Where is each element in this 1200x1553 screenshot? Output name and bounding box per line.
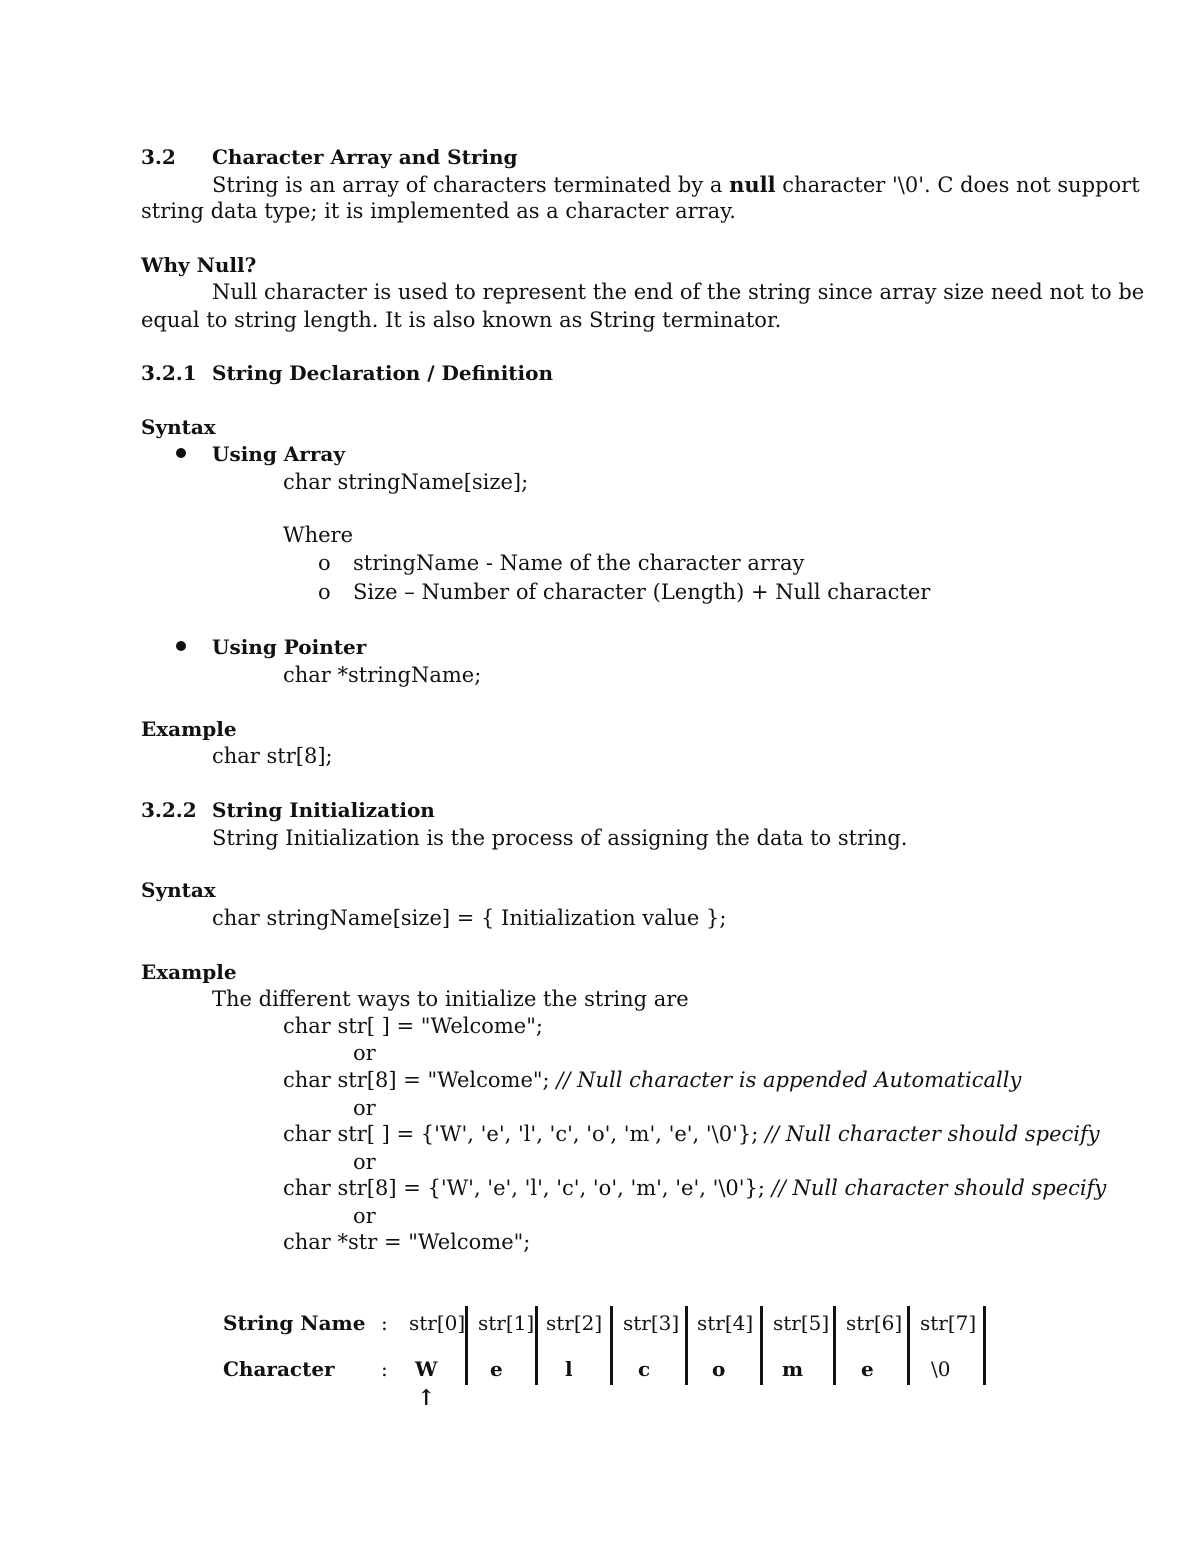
why-null-line-1: Null character is used to represent the end of the string since array size need not to be [212, 280, 1145, 304]
init-code: char str[ ] = "Welcome"; [283, 1014, 543, 1038]
char-cell: o [712, 1357, 726, 1381]
subsection-322-number: 3.2.2 [141, 798, 197, 822]
row-label-character: Character [223, 1357, 335, 1381]
example-label-321: Example [141, 717, 237, 741]
why-null-heading: Why Null? [141, 253, 257, 277]
index-cell: str[6] [846, 1311, 903, 1335]
code-array-declaration: char stringName[size]; [283, 470, 529, 494]
or-separator: or [353, 1096, 376, 1120]
cell-divider [833, 1306, 836, 1385]
init-comment: // Null character is appended Automatically [556, 1068, 1022, 1092]
init-line-2 [283, 1070, 1021, 1091]
index-cell: str[1] [478, 1311, 535, 1335]
intro-line-2: string data type; it is implemented as a character array. [141, 199, 736, 223]
where-item-stringname: stringName - Name of the character array [353, 551, 805, 575]
row-separator: : [381, 1357, 388, 1381]
bullet-using-array: Using Array [212, 442, 345, 466]
subsection-322-title: String Initialization [212, 798, 435, 822]
syntax-code-322: char stringName[size] = { Initialization value }; [212, 906, 727, 930]
init-line-3 [283, 1124, 1100, 1145]
init-code: char str[8] = "Welcome"; [283, 1068, 557, 1092]
code-pointer-declaration: char *stringName; [283, 663, 482, 687]
row-separator: : [381, 1311, 388, 1335]
example-code-321: char str[8]; [212, 744, 333, 768]
example-intro-322: The different ways to initialize the string are [212, 987, 689, 1011]
init-code: char str[ ] = {'W', 'e', 'l', 'c', 'o', 'm', 'e', '\0'}; [283, 1122, 765, 1146]
cell-divider [465, 1306, 468, 1385]
bullet-using-pointer: Using Pointer [212, 635, 367, 659]
subsection-321-number: 3.2.1 [141, 361, 197, 385]
intro-null-word: null [729, 172, 776, 197]
char-cell: c [638, 1357, 651, 1381]
cell-divider [685, 1306, 688, 1385]
init-line-5 [283, 1232, 530, 1253]
char-cell: e [490, 1357, 503, 1381]
init-code: char str[8] = {'W', 'e', 'l', 'c', 'o', 'm', 'e', '\0'}; [283, 1176, 772, 1200]
index-cell: str[0] [409, 1311, 466, 1335]
index-cell: str[3] [623, 1311, 680, 1335]
where-marker-2: o [318, 580, 331, 604]
init-code: char *str = "Welcome"; [283, 1230, 531, 1254]
char-cell: \0 [931, 1357, 951, 1381]
cell-divider [983, 1306, 986, 1385]
bullet-icon [176, 448, 186, 458]
cell-divider [907, 1306, 910, 1385]
syntax-label-321: Syntax [141, 415, 216, 439]
where-item-size: Size – Number of character (Length) + Null character [353, 580, 931, 604]
section-title: Character Array and String [212, 145, 518, 169]
or-separator: or [353, 1150, 376, 1174]
why-null-line-2: equal to string length. It is also known as String terminator. [141, 308, 782, 332]
init-line-4 [283, 1178, 1106, 1199]
index-cell: str[7] [920, 1311, 977, 1335]
init-line-1 [283, 1016, 543, 1037]
intro-line-1 [212, 172, 1140, 197]
index-cell: str[2] [546, 1311, 603, 1335]
or-separator: or [353, 1041, 376, 1065]
char-cell: m [782, 1357, 804, 1381]
syntax-label-322: Syntax [141, 878, 216, 902]
init-comment: // Null character should specify [765, 1122, 1100, 1146]
intro-text-part2: character '\0'. C does not support [782, 173, 1140, 197]
initialization-description: String Initialization is the process of assigning the data to string. [212, 826, 908, 850]
index-cell: str[5] [773, 1311, 830, 1335]
where-label: Where [283, 523, 354, 547]
up-arrow-icon: ↑ [417, 1385, 436, 1411]
example-label-322: Example [141, 960, 237, 984]
char-cell: e [861, 1357, 874, 1381]
cell-divider [610, 1306, 613, 1385]
bullet-icon [176, 641, 186, 651]
char-cell: l [565, 1357, 573, 1381]
init-comment: // Null character should specify [771, 1176, 1107, 1200]
index-cell: str[4] [697, 1311, 754, 1335]
where-marker-1: o [318, 551, 331, 575]
intro-text-part1: String is an array of characters terminated by a [212, 173, 723, 197]
char-cell: W [415, 1357, 438, 1381]
subsection-321-title: String Declaration / Definition [212, 361, 554, 385]
or-separator: or [353, 1204, 376, 1228]
cell-divider [535, 1306, 538, 1385]
cell-divider [760, 1306, 763, 1385]
section-number: 3.2 [141, 145, 176, 169]
row-label-string-name: String Name [223, 1311, 366, 1335]
